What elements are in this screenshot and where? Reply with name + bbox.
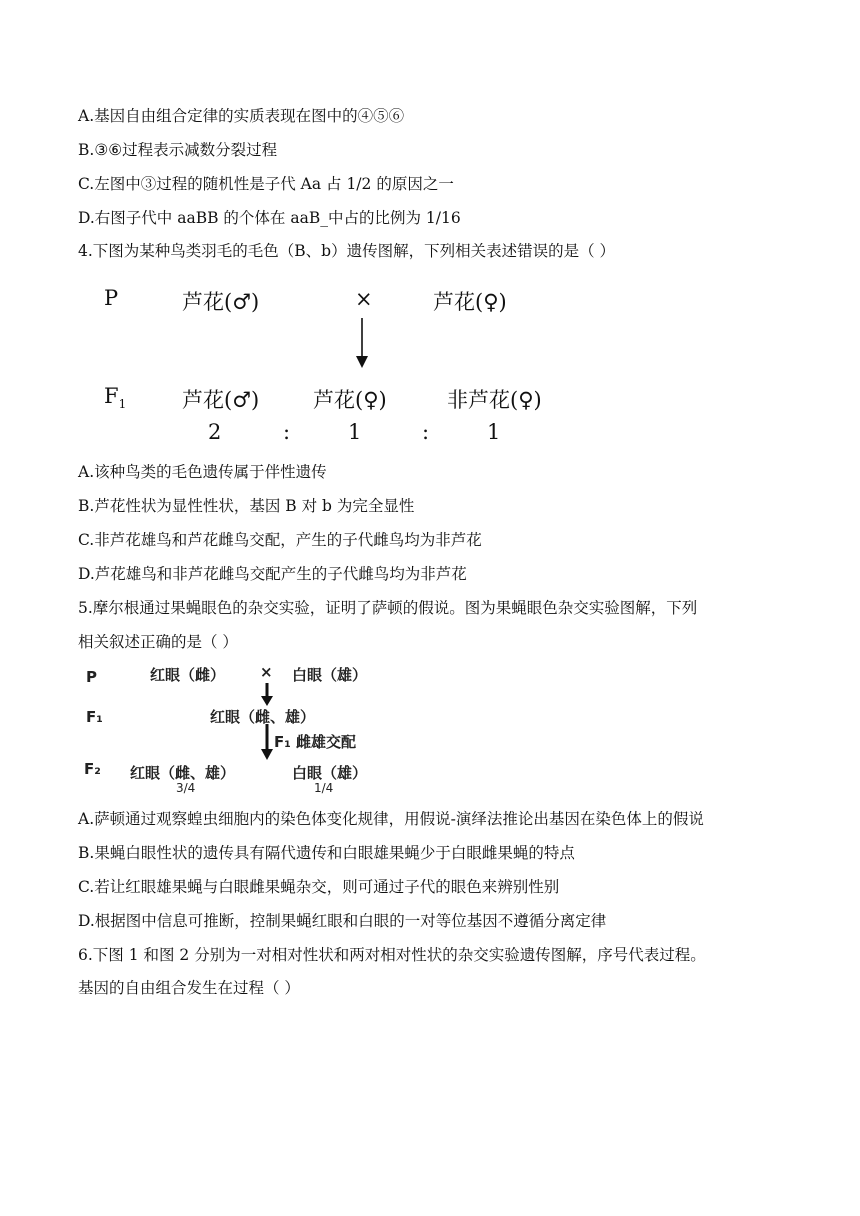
q4-cross-symbol: × [355,287,373,311]
q6-stem-line-1: 6.下图 1 和图 2 分别为一对相对性状和两对相对性状的杂交实验遗传图解，序号代表过程。 [78,946,706,964]
q5-f2-white-eye: 白眼（雄） [292,764,368,782]
q6-stem-line-2: 基因的自由组合发生在过程（ ） [78,979,300,997]
q3-option-a: A.基因自由组合定律的实质表现在图中的④⑤⑥ [78,107,405,125]
q4-f1-male: 芦花(♂) [182,388,260,412]
q3-option-b: B.③⑥过程表示减数分裂过程 [78,141,278,159]
q4-f1-label: $F_1$ [104,384,127,412]
q5-p-red-eye-female: 红眼（雌） [150,666,226,684]
q5-p-label: P [86,668,97,686]
q4-option-a: A.该种鸟类的毛色遗传属于伴性遗传 [78,463,327,481]
q4-stem: 4.下图为某种鸟类羽毛的毛色（B、b）遗传图解，下列相关表述错误的是（ ） [78,242,616,260]
q5-p-white-eye-male: 白眼（雄） [292,666,368,684]
q5-f1-intercross-label: F₁ 雌雄交配 [274,733,357,751]
q4-ratio-c: 1 [487,420,501,444]
q5-f2-white-ratio: 1/4 [314,781,334,795]
q4-ratio-colon-2: : [422,420,430,444]
q5-cross-symbol: × [260,663,273,681]
q4-option-b: B.芦花性状为显性性状，基因 B 对 b 为完全显性 [78,497,415,515]
q4-ratio-b: 1 [348,420,362,444]
q4-p-male: 芦花(♂) [182,290,260,314]
q5-arrow-down-icon [259,683,275,707]
q4-arrow-down-icon [352,318,372,370]
q5-f1-label: F₁ [86,708,103,726]
q5-arrow-down-icon [259,724,275,762]
q5-stem-line-1: 5.摩尔根通过果蝇眼色的杂交实验，证明了萨顿的假说。图为果蝇眼色杂交实验图解，下列 [78,599,698,617]
q4-p-female: 芦花(♀) [433,290,507,314]
q5-option-a: A.萨顿通过观察蝗虫细胞内的染色体变化规律，用假说-演绎法推论出基因在染色体上的假说 [78,810,704,828]
q4-ratio-colon-1: : [283,420,291,444]
q5-f1-red-eye: 红眼（雌、雄） [210,708,316,726]
q3-option-c: C.左图中③过程的随机性是子代 Aa 占 1/2 的原因之一 [78,175,454,193]
q5-stem-line-2: 相关叙述正确的是（ ） [78,633,238,651]
q3-option-d: D.右图子代中 aaBB 的个体在 aaB_中占的比例为 1/16 [78,209,461,227]
q4-p-label: P [104,286,119,310]
q4-f1-nonbarred-female: 非芦花(♀) [447,388,542,412]
q4-f1-female: 芦花(♀) [313,388,387,412]
q4-option-c: C.非芦花雄鸟和芦花雌鸟交配，产生的子代雌鸟均为非芦花 [78,531,482,549]
q4-ratio-a: 2 [208,420,222,444]
q5-option-b: B.果蝇白眼性状的遗传具有隔代遗传和白眼雄果蝇少于白眼雌果蝇的特点 [78,844,575,862]
q5-option-d: D.根据图中信息可推断，控制果蝇红眼和白眼的一对等位基因不遵循分离定律 [78,912,607,930]
q5-f2-red-eye: 红眼（雌、雄） [130,764,236,782]
q4-option-d: D.芦花雄鸟和非芦花雌鸟交配产生的子代雌鸟均为非芦花 [78,565,467,583]
q5-f2-red-ratio: 3/4 [176,781,196,795]
q5-f2-label: F₂ [84,760,101,778]
q5-option-c: C.若让红眼雄果蝇与白眼雌果蝇杂交，则可通过子代的眼色来辨别性别 [78,878,560,896]
